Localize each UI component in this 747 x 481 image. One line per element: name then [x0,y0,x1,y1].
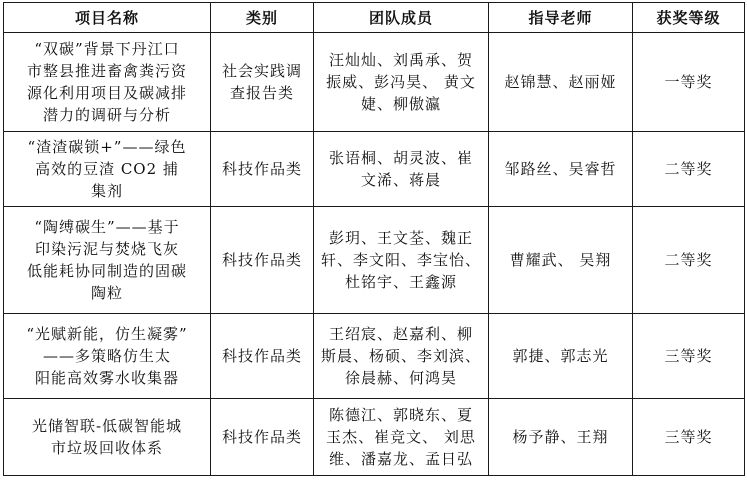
project-name-cell: “双碳”背景下丹江口 市整县推进畜禽粪污资 源化利用项目及碳减排 潜力的调研与分析 [4,33,211,132]
team-members-cell: 彭玥、王文荃、魏正 轩、李文阳、李宝怡、 杜铭宇、王鑫源 [314,207,489,314]
project-name-cell: “光赋新能，仿生凝雾” ——多策略仿生太 阳能高效雾水收集器 [4,314,211,399]
category-cell: 科技作品类 [211,132,314,207]
advisor-cell: 杨予静、王翔 [489,399,633,476]
advisor-cell: 郭捷、郭志光 [489,314,633,399]
header-category: 类别 [211,3,314,33]
category-cell: 科技作品类 [211,207,314,314]
award-cell: 一等奖 [633,33,745,132]
team-members-cell: 陈德江、郭晓东、夏 玉杰、崔竞文、 刘思 维、潘嘉龙、孟日弘 [314,399,489,476]
table-row [4,132,745,207]
category-cell: 科技作品类 [211,399,314,476]
table-row [4,314,745,399]
team-members-cell: 张语桐、胡灵波、崔 文浠、蒋晨 [314,132,489,207]
project-name-cell: 光储智联-低碳智能城 市垃圾回收体系 [4,399,211,476]
advisor-cell: 赵锦慧、赵丽娅 [489,33,633,132]
header-team-members: 团队成员 [314,3,489,33]
category-cell: 社会实践调 查报告类 [211,33,314,132]
header-row [4,3,745,33]
advisor-cell: 曹耀武、 吴翔 [489,207,633,314]
project-name-cell: “渣渣碳锁+”——绿色 高效的豆渣 CO2 捕 集剂 [4,132,211,207]
header-project-name: 项目名称 [4,3,211,33]
table-row [4,33,745,132]
header-advisor: 指导老师 [489,3,633,33]
advisor-cell: 邹路丝、吴睿哲 [489,132,633,207]
award-cell: 二等奖 [633,207,745,314]
team-members-cell: 王绍宸、赵嘉利、柳 斯晨、杨硕、李刘滨、 徐晨赫、何鸿昊 [314,314,489,399]
award-cell: 三等奖 [633,399,745,476]
team-members-cell: 汪灿灿、刘禹承、贺 振威、彭冯昊、 黄文 婕、柳傲瀛 [314,33,489,132]
table-row [4,399,745,476]
project-name-cell: “陶缚碳生”——基于 印染污泥与焚烧飞灰 低能耗协同制造的固碳 陶粒 [4,207,211,314]
category-cell: 科技作品类 [211,314,314,399]
header-award-level: 获奖等级 [633,3,745,33]
award-cell: 二等奖 [633,132,745,207]
awards-table [3,2,745,476]
table-row [4,207,745,314]
award-cell: 三等奖 [633,314,745,399]
